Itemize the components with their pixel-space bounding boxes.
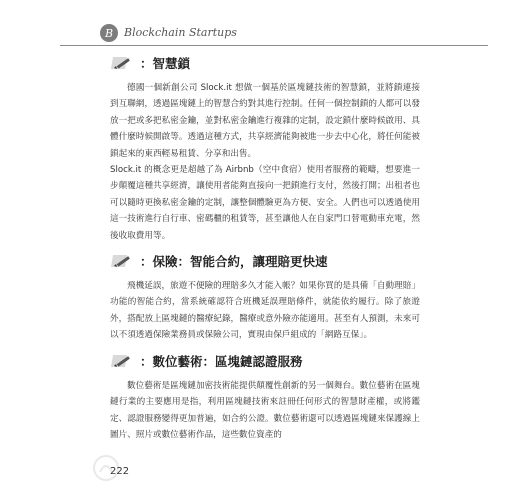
section-heading-text: ：智慧鎖: [140, 56, 191, 71]
section-heading: [110, 350, 420, 372]
pencil-icon: [110, 54, 136, 72]
paragraph: 飛機延誤，旅遊不便險的理賠多久才能入帳？如果你買的是具備「自動理賠」功能的智能合約，當系統確認符合班機延誤理賠條件，就能依約履行。除了旅遊外，搭配放上區塊鏈的醫療紀錄，醫療或意外險亦能適用。甚至有人預測，未來可以不須透過保險業務員或保險公司，實現由保戶組成的「網路互保」。: [110, 281, 420, 341]
page-content: [110, 52, 420, 449]
chapter-badge: B: [100, 24, 118, 42]
page-number: 222: [110, 466, 130, 477]
paragraph: 數位藝術是區塊鏈加密技術能提供顛覆性創新的另一個舞台。數位藝術在區塊鏈行業的主要應用是指，利用區塊鏈技術來註冊任何形式的智慧財產權，或將鑑定、認證服務變得更加普遍，如合約公證。數位藝術還可以透過區塊鏈來保護線上圖片、照片或數位藝術作品，這些數位資產的: [110, 380, 420, 440]
pencil-icon: [110, 352, 136, 370]
paragraph: Slock.it 的概念更是超越了為 Airbnb（空中食宿）使用者服務的範疇，想要進一步顛覆這種共享經濟，讓使用者能夠直接向一把鎖進行支付，然後打開；出租者也可以隨時更換私密金鑰的定制，讓整個體驗更為方便、安全。人們也可以透過使用這一技術進行自行車、密碼櫃的租賃等，甚至讓他人在自家門口替電動車充電，然後收取費用等。: [110, 165, 420, 241]
section-heading: [110, 250, 420, 272]
section-digital-art: [110, 350, 420, 444]
running-header: [60, 22, 488, 46]
section-heading-text: ：數位藝術：區塊鏈認證服務: [140, 353, 303, 369]
section-heading-text: ：保險：智能合約，讓理賠更快速: [140, 254, 328, 270]
book-title: Blockchain Startups: [124, 26, 237, 39]
pencil-icon: [110, 252, 136, 270]
section-insurance: [110, 250, 420, 344]
section-smart-lock: [110, 52, 420, 244]
paragraph: 德國一個新創公司 Slock.it 想做一個基於區塊鏈技術的智慧鎖，並將鎖連接到互聯網，透過區塊鏈上的智慧合約對其進行控制。任何一個控制鎖的人都可以發放一把或多把私密金鑰，並對私密金鑰進行複雜的定制，設定鎖什麼時候啟用、具體什麼時候開啟等。透過這種方式，共享經濟能夠被進一步去中心化，將任何能被鎖起來的東西輕易租賃、分享和出售。: [110, 83, 420, 159]
section-heading: [110, 52, 420, 74]
